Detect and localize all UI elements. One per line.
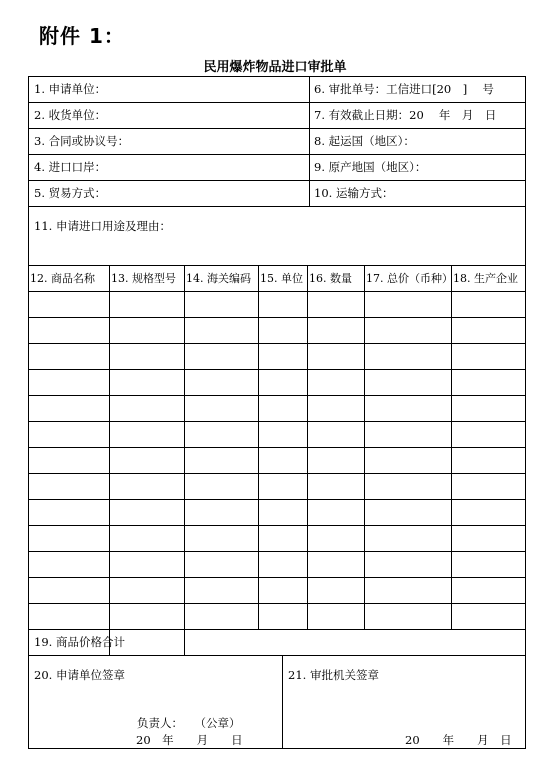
field-departure-country: 8. 起运国（地区）：: [314, 134, 415, 148]
col-line: [258, 265, 259, 629]
header-unit: 15. 单位: [260, 272, 303, 285]
table-border-left: [28, 76, 29, 749]
row-line: [28, 180, 526, 181]
header-hs-code: 14. 海关编码: [186, 272, 251, 285]
field-trade-mode: 5. 贸易方式：: [34, 186, 107, 200]
col-line: [184, 265, 185, 629]
col-line: [282, 655, 283, 749]
col-line: [307, 265, 308, 629]
row-line: [28, 655, 526, 656]
field-contract-no: 3. 合同或协议号：: [34, 134, 130, 148]
header-manufacturer: 18. 生产企业: [453, 272, 518, 285]
col-line: [109, 265, 110, 655]
applicant-seal-label: 20. 申请单位签章: [34, 668, 125, 682]
field-applicant: 1. 申请单位：: [34, 82, 107, 96]
row-line: [28, 128, 526, 129]
field-approval-no: 6. 审批单号：工信进口[20 ] 号: [314, 82, 494, 96]
col-line: [451, 265, 452, 629]
authority-sign-date: 20 年 月 日: [405, 733, 512, 747]
field-consignee: 2. 收货单位：: [34, 108, 107, 122]
row-line: [28, 102, 526, 103]
header-quantity: 16. 数量: [309, 272, 352, 285]
applicant-sign-date: 20 年 月 日: [136, 733, 243, 747]
col-line: [184, 629, 185, 655]
field-origin-country: 9. 原产地国（地区）：: [314, 160, 427, 174]
header-product-name: 12. 商品名称: [30, 272, 95, 285]
responsible-person: 负责人： （公章）: [137, 716, 241, 730]
field-expiry-date: 7. 有效截止日期：20 年 月 日: [314, 108, 497, 122]
field-import-reason: 11. 申请进口用途及理由：: [34, 219, 171, 233]
field-import-port: 4. 进口口岸：: [34, 160, 107, 174]
col-line: [309, 76, 310, 206]
table-border-right: [525, 76, 526, 749]
col-line: [364, 265, 365, 629]
table-border-top: [28, 76, 526, 77]
attachment-heading: 附件 1：: [39, 24, 125, 48]
row-line: [28, 629, 526, 630]
authority-seal-label: 21. 审批机关签章: [288, 668, 379, 682]
form-title: 民用爆炸物品进口审批单: [203, 60, 347, 75]
field-transport-mode: 10. 运输方式：: [314, 186, 394, 200]
row-line: [28, 206, 526, 207]
header-total-price: 17. 总价（币种）: [366, 272, 453, 285]
row-line: [28, 154, 526, 155]
table-border-bottom: [28, 748, 526, 749]
field-price-total: 19. 商品价格合计: [34, 635, 125, 649]
header-spec-model: 13. 规格型号: [111, 272, 176, 285]
